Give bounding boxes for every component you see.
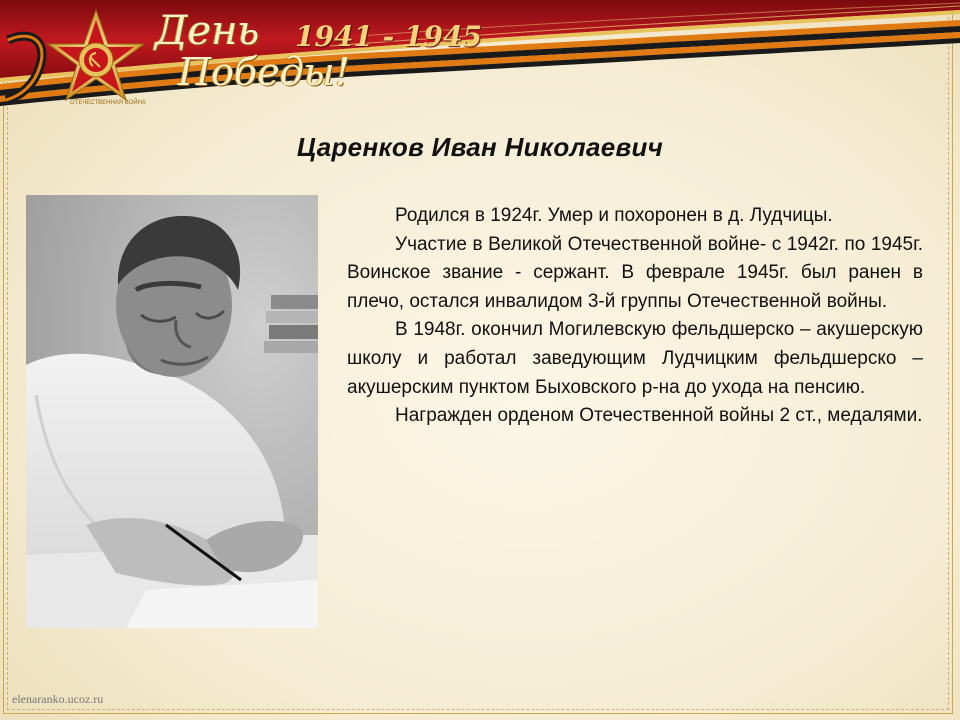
biography-text [347,202,923,431]
bio-paragraph-awards: Награжден орденом Отечественной войны 2 ст., медалями. [395,405,923,427]
site-watermark: elenaranko.ucoz.ru [12,692,104,706]
victory-day-banner [0,0,960,112]
bio-paragraph-war-service: Участие в Великой Отечественной войне- с 1942г. по 1945г. Воинское звание - сержант. В феврале 1945г. был ранен в плечо, остался инвалидом 3-й группы Отечественной войны. [347,233,923,312]
bio-paragraph-career: В 1948г. окончил Могилевскую фельдшерско – акушерскую школу и работал заведующим Лудчицким фельдшерско –акушерским пунктом Быховского р-на до ухода на пенсию. [347,319,923,398]
years-label: 1941 - 1945 [295,20,482,53]
portrait-drawing [26,195,318,628]
portrait-photo [26,195,318,628]
banner-graphic [0,0,960,112]
day-word: День [155,8,260,54]
victory-word: Победы! [178,50,351,94]
page-title: Царенков Иван Николаевич [296,132,664,162]
bio-paragraph-birth: Родился в 1924г. Умер и похоронен в д. Лудчицы. [395,205,833,226]
emblem-text: ОТЕЧЕСТВЕННАЯ ВОЙНА [70,100,146,106]
